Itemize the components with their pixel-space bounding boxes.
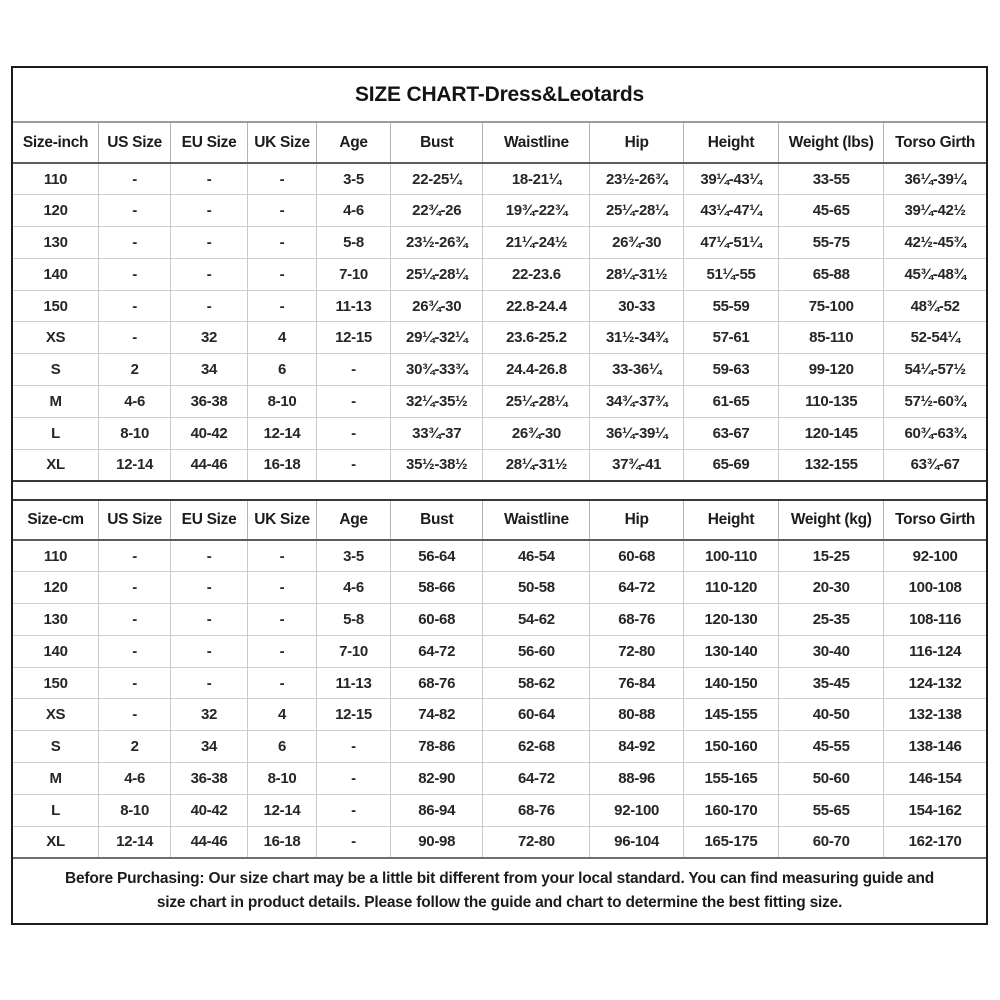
size-cell: 25-35 bbox=[779, 604, 884, 636]
column-header: Age bbox=[317, 123, 391, 163]
size-cell: 110-120 bbox=[683, 572, 778, 604]
size-cell: 145-155 bbox=[683, 699, 778, 731]
size-cell: 92-100 bbox=[590, 794, 683, 826]
size-cell: 8-10 bbox=[99, 417, 171, 449]
column-header: Weight (kg) bbox=[779, 500, 884, 540]
size-cell: 32 bbox=[171, 699, 248, 731]
table-row bbox=[13, 417, 986, 449]
size-cell: 50-58 bbox=[483, 572, 590, 604]
size-cell: 4-6 bbox=[99, 763, 171, 795]
size-cell: 23½-26¾ bbox=[590, 163, 683, 195]
size-cell: 24.4-26.8 bbox=[483, 354, 590, 386]
size-cell: 60-64 bbox=[483, 699, 590, 731]
table-row bbox=[13, 763, 986, 795]
size-cell: - bbox=[99, 667, 171, 699]
size-cell: 60-68 bbox=[590, 540, 683, 572]
size-cell: 40-42 bbox=[171, 417, 248, 449]
size-cell: 12-14 bbox=[99, 826, 171, 858]
table-row bbox=[13, 794, 986, 826]
size-cell: - bbox=[247, 572, 316, 604]
size-cell: 46-54 bbox=[483, 540, 590, 572]
table-row bbox=[13, 731, 986, 763]
size-cell: 68-76 bbox=[390, 667, 482, 699]
size-cell: - bbox=[317, 826, 391, 858]
column-header: UK Size bbox=[247, 500, 316, 540]
column-header: Hip bbox=[590, 500, 683, 540]
size-cell: 57-61 bbox=[683, 322, 778, 354]
size-cell: 28¼-31½ bbox=[483, 449, 590, 481]
size-cell: 4-6 bbox=[99, 386, 171, 418]
size-cell: - bbox=[99, 290, 171, 322]
size-cell: 16-18 bbox=[247, 826, 316, 858]
size-cell: 64-72 bbox=[590, 572, 683, 604]
table-row bbox=[13, 258, 986, 290]
size-cell: 68-76 bbox=[483, 794, 590, 826]
size-cell: 132-138 bbox=[884, 699, 986, 731]
size-cell: - bbox=[317, 763, 391, 795]
size-cell: 60¾-63¾ bbox=[884, 417, 986, 449]
size-cell: 25¼-28¼ bbox=[390, 258, 482, 290]
size-cell: 40-42 bbox=[171, 794, 248, 826]
size-cell: 3-5 bbox=[317, 540, 391, 572]
size-cell: 85-110 bbox=[779, 322, 884, 354]
size-cell: 33-36¼ bbox=[590, 354, 683, 386]
size-cell: 50-60 bbox=[779, 763, 884, 795]
size-cell: 36¼-39¼ bbox=[590, 417, 683, 449]
size-cell: 26¾-30 bbox=[483, 417, 590, 449]
size-cell: 2 bbox=[99, 731, 171, 763]
size-cell: 65-88 bbox=[779, 258, 884, 290]
size-cell: 8-10 bbox=[247, 763, 316, 795]
size-cell: 12-15 bbox=[317, 699, 391, 731]
size-cell: 2 bbox=[99, 354, 171, 386]
size-cell: - bbox=[247, 540, 316, 572]
size-cell: 12-14 bbox=[99, 449, 171, 481]
size-cell: - bbox=[171, 635, 248, 667]
purchase-note-line1: Before Purchasing: Our size chart may be a little bit different from your local standard. You can find measuring guide and bbox=[64, 869, 935, 887]
size-cell: 31½-34¾ bbox=[590, 322, 683, 354]
column-header: Weight (lbs) bbox=[779, 123, 884, 163]
size-cell: 80-88 bbox=[590, 699, 683, 731]
size-cell: 3-5 bbox=[317, 163, 391, 195]
size-cell: 45-65 bbox=[779, 195, 884, 227]
size-cell: 42½-45¾ bbox=[884, 227, 986, 259]
size-cell: - bbox=[99, 604, 171, 636]
size-cell: - bbox=[171, 163, 248, 195]
size-cell: 57½-60¾ bbox=[884, 386, 986, 418]
column-header: EU Size bbox=[171, 123, 248, 163]
size-cell: 75-100 bbox=[779, 290, 884, 322]
table-row bbox=[13, 540, 986, 572]
size-cell: 22-25¼ bbox=[390, 163, 482, 195]
size-cell: - bbox=[171, 195, 248, 227]
size-cell: 16-18 bbox=[247, 449, 316, 481]
size-cell: 43¼-47¼ bbox=[683, 195, 778, 227]
row-label: S bbox=[13, 731, 99, 763]
size-cell: 56-60 bbox=[483, 635, 590, 667]
column-header: Height bbox=[683, 500, 778, 540]
size-cell: 63¾-67 bbox=[884, 449, 986, 481]
size-cell: - bbox=[99, 635, 171, 667]
row-label: XS bbox=[13, 699, 99, 731]
size-cell: 92-100 bbox=[912, 547, 958, 565]
row-label: M bbox=[13, 386, 99, 418]
table-row bbox=[13, 604, 986, 636]
size-cell: 150-160 bbox=[683, 731, 778, 763]
size-cell: 32 bbox=[171, 322, 248, 354]
size-cell: 48¾-52 bbox=[884, 290, 986, 322]
size-cell: 60-70 bbox=[779, 826, 884, 858]
size-cell: 55-59 bbox=[683, 290, 778, 322]
size-cell: 7-10 bbox=[317, 258, 391, 290]
size-cell: 45-55 bbox=[779, 731, 884, 763]
column-header: UK Size bbox=[247, 123, 316, 163]
size-cell: 22¾-26 bbox=[390, 195, 482, 227]
row-label: L bbox=[13, 417, 99, 449]
size-cell: 154-162 bbox=[884, 794, 986, 826]
size-cell: 8-10 bbox=[99, 794, 171, 826]
size-cell: 140-150 bbox=[683, 667, 778, 699]
size-cell: - bbox=[317, 794, 391, 826]
size-cell: 100-110 bbox=[683, 540, 778, 572]
size-cell: 12-14 bbox=[247, 417, 316, 449]
size-table-inch bbox=[13, 123, 986, 482]
size-cell: 45¾-48¾ bbox=[884, 258, 986, 290]
size-cell: 61-65 bbox=[683, 386, 778, 418]
size-cell: 72-80 bbox=[590, 635, 683, 667]
purchase-note-line2: size chart in product details. Please follow the guide and chart to determine the best fitting size. bbox=[156, 893, 843, 911]
column-header: Height bbox=[683, 123, 778, 163]
row-label: 120 bbox=[13, 195, 99, 227]
column-header: Bust bbox=[390, 123, 482, 163]
size-cell: - bbox=[247, 667, 316, 699]
size-cell: 165-175 bbox=[683, 826, 778, 858]
column-header: Hip bbox=[590, 123, 683, 163]
size-cell: 33-55 bbox=[779, 163, 884, 195]
size-cell: 120-130 bbox=[683, 604, 778, 636]
row-label: XL bbox=[13, 826, 99, 858]
size-cell: 52-54¼ bbox=[884, 322, 986, 354]
size-cell: 160-170 bbox=[683, 794, 778, 826]
size-cell: 29¼-32¼ bbox=[390, 322, 482, 354]
size-cell: - bbox=[171, 290, 248, 322]
size-cell: - bbox=[317, 417, 391, 449]
size-cell: 96-104 bbox=[590, 826, 683, 858]
size-cell: 39¼-42½ bbox=[884, 195, 986, 227]
size-cell: - bbox=[171, 227, 248, 259]
size-cell: - bbox=[171, 258, 248, 290]
size-cell: 20-30 bbox=[779, 572, 884, 604]
size-cell: 6 bbox=[247, 354, 316, 386]
size-cell: 51¼-55 bbox=[683, 258, 778, 290]
row-label: 150 bbox=[13, 290, 99, 322]
size-cell: - bbox=[317, 354, 391, 386]
size-cell: 88-96 bbox=[590, 763, 683, 795]
size-cell: 4-6 bbox=[317, 572, 391, 604]
table-row bbox=[13, 826, 986, 858]
size-cell: 116-124 bbox=[884, 635, 986, 667]
size-cell: 23.6-25.2 bbox=[483, 322, 590, 354]
row-label: XS bbox=[13, 322, 99, 354]
size-cell: 28¼-31½ bbox=[590, 258, 683, 290]
size-cell: 22-23.6 bbox=[483, 258, 590, 290]
size-cell: 132-155 bbox=[779, 449, 884, 481]
size-cell: 26¾-30 bbox=[390, 290, 482, 322]
size-cell: - bbox=[99, 227, 171, 259]
column-header: US Size bbox=[99, 500, 171, 540]
size-cell: 54¼-57½ bbox=[884, 354, 986, 386]
size-cell: 35½-38½ bbox=[390, 449, 482, 481]
size-cell: 62-68 bbox=[483, 731, 590, 763]
size-cell: 55-75 bbox=[779, 227, 884, 259]
column-header: EU Size bbox=[171, 500, 248, 540]
size-cell: - bbox=[99, 258, 171, 290]
size-cell: - bbox=[247, 227, 316, 259]
size-cell: 19¾-22¾ bbox=[483, 195, 590, 227]
row-label: 130 bbox=[13, 604, 99, 636]
size-cell: 108-116 bbox=[884, 604, 986, 636]
table-row bbox=[13, 699, 986, 731]
size-chart bbox=[11, 66, 988, 925]
column-header: Bust bbox=[390, 500, 482, 540]
size-cell: 65-69 bbox=[683, 449, 778, 481]
size-cell: 76-84 bbox=[590, 667, 683, 699]
size-cell: 26¾-30 bbox=[590, 227, 683, 259]
size-cell: 34 bbox=[171, 354, 248, 386]
size-cell: 82-90 bbox=[390, 763, 482, 795]
size-cell: 64-72 bbox=[390, 635, 482, 667]
row-label: 110 bbox=[13, 163, 99, 195]
size-cell: 12-15 bbox=[317, 322, 391, 354]
size-cell: - bbox=[247, 604, 316, 636]
size-cell: 11-13 bbox=[317, 290, 391, 322]
size-cell: 54-62 bbox=[483, 604, 590, 636]
size-cell: 30¾-33¾ bbox=[390, 354, 482, 386]
size-cell: 130-140 bbox=[683, 635, 778, 667]
size-cell: 7-10 bbox=[317, 635, 391, 667]
size-cell: 100-108 bbox=[884, 572, 986, 604]
row-label: 150 bbox=[13, 667, 99, 699]
size-cell: 59-63 bbox=[683, 354, 778, 386]
size-cell: - bbox=[99, 572, 171, 604]
size-cell: 33¾-37 bbox=[390, 417, 482, 449]
size-cell: 110-135 bbox=[779, 386, 884, 418]
size-cell: 56-64 bbox=[390, 540, 482, 572]
size-cell: 72-80 bbox=[483, 826, 590, 858]
table-row bbox=[13, 572, 986, 604]
size-cell: 5-8 bbox=[317, 604, 391, 636]
size-cell: 155-165 bbox=[683, 763, 778, 795]
size-cell: 15-25 bbox=[779, 540, 884, 572]
header-row bbox=[13, 500, 986, 540]
size-cell: 11-13 bbox=[317, 667, 391, 699]
row-label: S bbox=[13, 354, 99, 386]
size-cell: - bbox=[317, 449, 391, 481]
chart-title: SIZE CHART-Dress&Leotards bbox=[13, 68, 986, 123]
size-cell: 39¼-43¼ bbox=[683, 163, 778, 195]
size-cell: 90-98 bbox=[390, 826, 482, 858]
size-cell: 4-6 bbox=[317, 195, 391, 227]
size-cell: 35-45 bbox=[779, 667, 884, 699]
size-cell: 12-14 bbox=[247, 794, 316, 826]
row-label: 130 bbox=[13, 227, 99, 259]
size-cell: 25¼-28¼ bbox=[590, 195, 683, 227]
size-cell: 23½-26¾ bbox=[390, 227, 482, 259]
size-cell: 4 bbox=[247, 699, 316, 731]
column-header: Waistline bbox=[483, 123, 590, 163]
size-cell: 78-86 bbox=[390, 731, 482, 763]
size-cell: 8-10 bbox=[247, 386, 316, 418]
column-header: Torso Girth bbox=[884, 123, 986, 163]
row-label: L bbox=[13, 794, 99, 826]
table-row bbox=[13, 163, 986, 195]
size-cell: 55-65 bbox=[779, 794, 884, 826]
size-cell: 6 bbox=[247, 731, 316, 763]
size-cell: 58-66 bbox=[390, 572, 482, 604]
column-header: Torso Girth bbox=[884, 500, 986, 540]
size-cell: - bbox=[317, 386, 391, 418]
column-header: Size-inch bbox=[13, 123, 99, 163]
size-cell: - bbox=[99, 540, 171, 572]
size-cell: 40-50 bbox=[779, 699, 884, 731]
size-cell: 64-72 bbox=[483, 763, 590, 795]
row-label: M bbox=[13, 763, 99, 795]
table-row bbox=[13, 635, 986, 667]
row-label: XL bbox=[13, 449, 99, 481]
row-label: 140 bbox=[13, 635, 99, 667]
size-cell: 30-33 bbox=[590, 290, 683, 322]
size-cell: 32¼-35½ bbox=[390, 386, 482, 418]
size-cell: - bbox=[171, 667, 248, 699]
size-cell: 18-21¼ bbox=[483, 163, 590, 195]
row-label: 120 bbox=[13, 572, 99, 604]
size-cell: 44-46 bbox=[171, 449, 248, 481]
table-row bbox=[13, 195, 986, 227]
table-row bbox=[13, 354, 986, 386]
table-row bbox=[13, 667, 986, 699]
purchase-note bbox=[13, 859, 986, 923]
size-cell: 99-120 bbox=[779, 354, 884, 386]
size-cell: 68-76 bbox=[590, 604, 683, 636]
size-cell: 34 bbox=[171, 731, 248, 763]
size-cell: 30-40 bbox=[779, 635, 884, 667]
size-cell: 162-170 bbox=[884, 826, 986, 858]
table-row bbox=[13, 322, 986, 354]
table-row bbox=[13, 290, 986, 322]
size-cell: - bbox=[247, 290, 316, 322]
size-cell: - bbox=[247, 163, 316, 195]
size-cell: - bbox=[247, 258, 316, 290]
table-row bbox=[13, 227, 986, 259]
size-cell: 22.8-24.4 bbox=[483, 290, 590, 322]
row-label: 140 bbox=[13, 258, 99, 290]
size-cell: - bbox=[99, 163, 171, 195]
size-cell: 74-82 bbox=[390, 699, 482, 731]
size-cell: - bbox=[171, 572, 248, 604]
column-header: US Size bbox=[99, 123, 171, 163]
size-table-cm bbox=[13, 499, 986, 859]
size-cell: 36-38 bbox=[171, 386, 248, 418]
size-cell: - bbox=[247, 635, 316, 667]
size-cell: - bbox=[171, 540, 248, 572]
column-header: Size-cm bbox=[13, 500, 99, 540]
size-cell: 44-46 bbox=[171, 826, 248, 858]
size-cell: 58-62 bbox=[483, 667, 590, 699]
size-cell: 4 bbox=[247, 322, 316, 354]
size-cell: 37¾-41 bbox=[590, 449, 683, 481]
size-cell: - bbox=[317, 731, 391, 763]
size-cell: 36-38 bbox=[171, 763, 248, 795]
size-cell: 34¾-37¾ bbox=[590, 386, 683, 418]
table-row bbox=[13, 449, 986, 481]
table-gap bbox=[13, 482, 986, 499]
column-header: Waistline bbox=[483, 500, 590, 540]
size-cell: 84-92 bbox=[590, 731, 683, 763]
size-cell: - bbox=[99, 195, 171, 227]
size-cell: - bbox=[99, 322, 171, 354]
size-cell: 21¼-24½ bbox=[483, 227, 590, 259]
column-header: Age bbox=[317, 500, 391, 540]
size-cell: - bbox=[247, 195, 316, 227]
table-row bbox=[13, 386, 986, 418]
size-cell: 5-8 bbox=[317, 227, 391, 259]
size-cell: 63-67 bbox=[683, 417, 778, 449]
size-cell: - bbox=[171, 604, 248, 636]
row-label: 110 bbox=[13, 540, 99, 572]
size-cell: 47¼-51¼ bbox=[683, 227, 778, 259]
size-cell: 25¼-28¼ bbox=[483, 386, 590, 418]
size-cell: 138-146 bbox=[884, 731, 986, 763]
size-cell: 86-94 bbox=[390, 794, 482, 826]
size-cell: 124-132 bbox=[884, 667, 986, 699]
size-cell: 60-68 bbox=[390, 604, 482, 636]
size-cell: 36¼-39¼ bbox=[904, 170, 966, 188]
header-row bbox=[13, 123, 986, 163]
size-cell: - bbox=[99, 699, 171, 731]
size-cell: 120-145 bbox=[779, 417, 884, 449]
size-cell: 146-154 bbox=[884, 763, 986, 795]
